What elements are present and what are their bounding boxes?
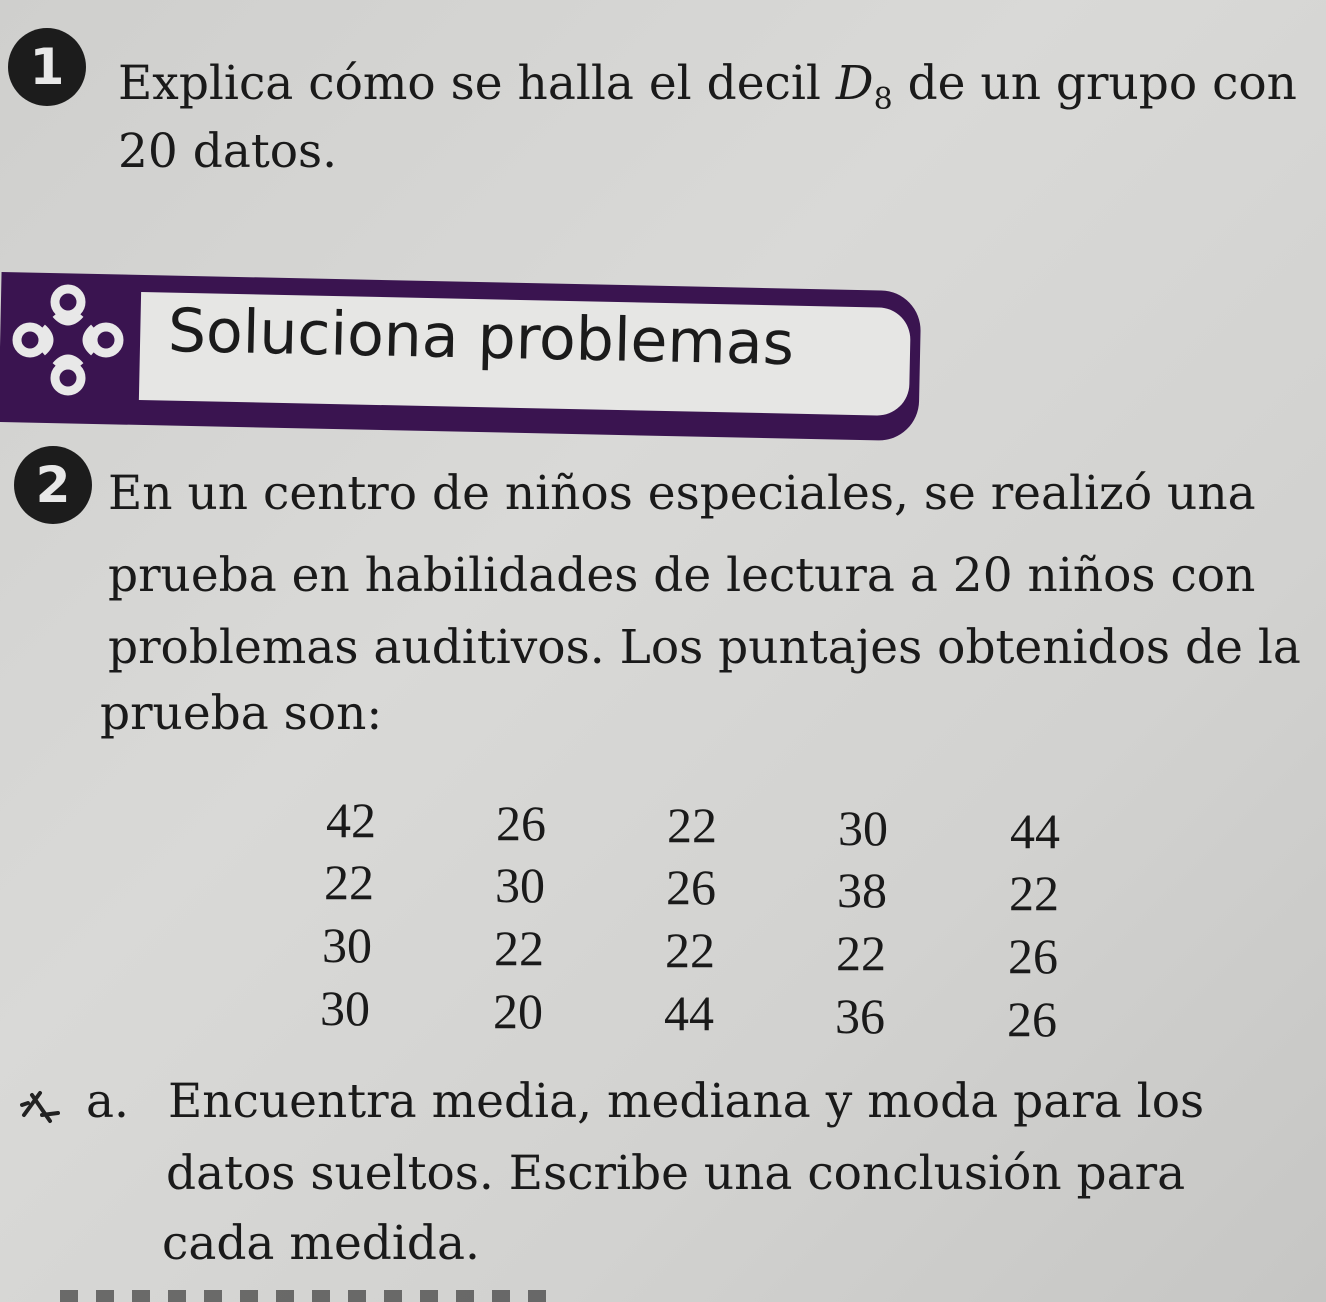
score-cell: 22 — [494, 920, 544, 976]
score-cell: 38 — [837, 862, 887, 918]
score-cell: 26 — [1008, 928, 1058, 984]
score-cell: 26 — [1007, 991, 1057, 1047]
score-cell: 26 — [496, 795, 546, 851]
question2-text-line: En un centro de niños especiales, se realizó una — [108, 466, 1256, 521]
score-cell: 44 — [664, 985, 714, 1041]
question2-text-line: prueba en habilidades de lectura a 20 niños con — [108, 548, 1256, 603]
score-cell: 22 — [1009, 865, 1059, 921]
part-a-text-line: Encuentra media, mediana y moda para los — [168, 1074, 1205, 1129]
decil-symbol: D — [835, 56, 874, 111]
score-cell: 30 — [838, 800, 888, 856]
question-number-badge: 1 — [8, 28, 86, 106]
score-cell: 36 — [835, 988, 885, 1044]
score-cell: 30 — [322, 917, 372, 973]
question1-text-end: de un grupo con — [892, 56, 1297, 111]
question1-text-line2: 20 datos. — [118, 124, 338, 179]
question1-text-start: Explica cómo se halla el decil — [118, 56, 836, 111]
question2-text-line: prueba son: — [100, 686, 383, 741]
score-cell: 30 — [320, 980, 370, 1036]
question-number-badge: 2 — [14, 446, 92, 524]
section-title: Soluciona problemas — [167, 296, 795, 380]
score-cell: 22 — [836, 925, 886, 981]
score-cell: 26 — [666, 859, 716, 915]
score-cell: 20 — [493, 983, 543, 1039]
part-a-label: a. — [86, 1074, 129, 1129]
score-cell: 22 — [665, 922, 715, 978]
question1-text-line1 — [118, 56, 1297, 117]
score-cell: 22 — [324, 854, 374, 910]
handwritten-mark-icon — [18, 1085, 68, 1127]
knot-icon — [6, 278, 130, 402]
cut-off-text-line — [60, 1290, 560, 1302]
decil-index: 8 — [873, 82, 893, 117]
question2-text-line: problemas auditivos. Los puntajes obtenidos de la — [108, 620, 1301, 675]
part-a-text-line: datos sueltos. Escribe una conclusión para — [166, 1146, 1186, 1201]
score-cell: 30 — [495, 857, 545, 913]
score-cell: 44 — [1010, 803, 1060, 859]
score-cell: 22 — [667, 797, 717, 853]
score-cell: 42 — [326, 792, 376, 848]
part-a-text-line: cada medida. — [162, 1216, 480, 1271]
